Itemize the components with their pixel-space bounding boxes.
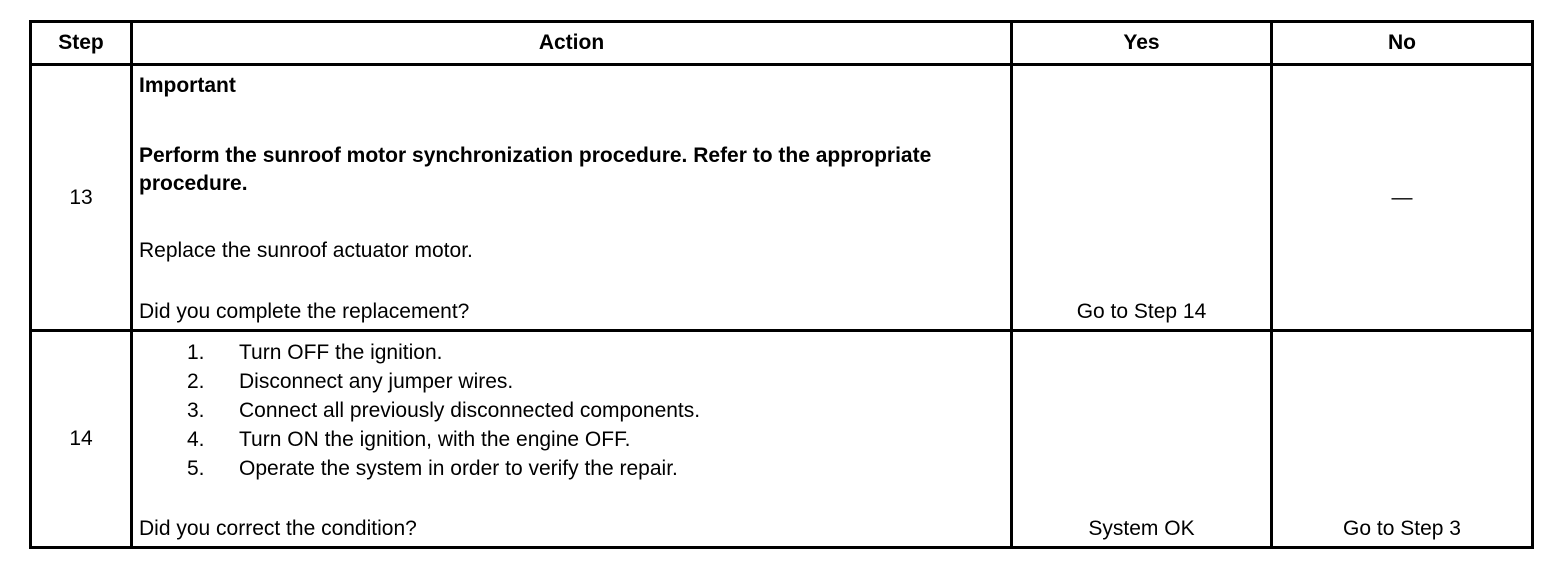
diagnostic-table-container — [29, 20, 1531, 549]
procedure-list — [139, 338, 1004, 483]
step-number: 13 — [31, 65, 132, 331]
action-cell — [132, 65, 1012, 331]
no-result: — — [1272, 65, 1533, 331]
table-row-step-13 — [31, 65, 1533, 331]
diagnostic-table — [29, 20, 1534, 549]
list-item — [187, 396, 1004, 425]
list-item-text: Disconnect any jumper wires. — [239, 370, 514, 393]
question-text: Did you complete the replacement? — [139, 300, 470, 323]
list-item-number: 4. — [187, 428, 205, 451]
step-number: 14 — [31, 331, 132, 548]
important-text: Perform the sunroof motor synchronization procedure. Refer to the appropriate procedure. — [139, 144, 932, 195]
list-item-text: Operate the system in order to verify the repair. — [239, 457, 678, 480]
table-header-row — [31, 22, 1533, 65]
question-text: Did you correct the condition? — [139, 517, 417, 540]
list-item — [187, 338, 1004, 367]
list-item-number: 3. — [187, 399, 205, 422]
important-label: Important — [139, 74, 236, 97]
action-cell — [132, 331, 1012, 548]
list-item-number: 2. — [187, 370, 205, 393]
yes-result: System OK — [1012, 331, 1272, 548]
list-item — [187, 454, 1004, 483]
list-item-number: 1. — [187, 341, 205, 364]
list-item-text: Turn OFF the ignition. — [239, 341, 443, 364]
header-yes: Yes — [1012, 22, 1272, 65]
list-item-text: Turn ON the ignition, with the engine OFF. — [239, 428, 631, 451]
header-no: No — [1272, 22, 1533, 65]
no-result: Go to Step 3 — [1272, 331, 1533, 548]
header-step: Step — [31, 22, 132, 65]
table-row-step-14 — [31, 331, 1533, 548]
list-item — [187, 425, 1004, 454]
yes-result: Go to Step 14 — [1012, 65, 1272, 331]
instruction-text: Replace the sunroof actuator motor. — [139, 239, 473, 262]
list-item-text: Connect all previously disconnected components. — [239, 399, 701, 422]
list-item-number: 5. — [187, 457, 205, 480]
list-item — [187, 367, 1004, 396]
header-action: Action — [132, 22, 1012, 65]
